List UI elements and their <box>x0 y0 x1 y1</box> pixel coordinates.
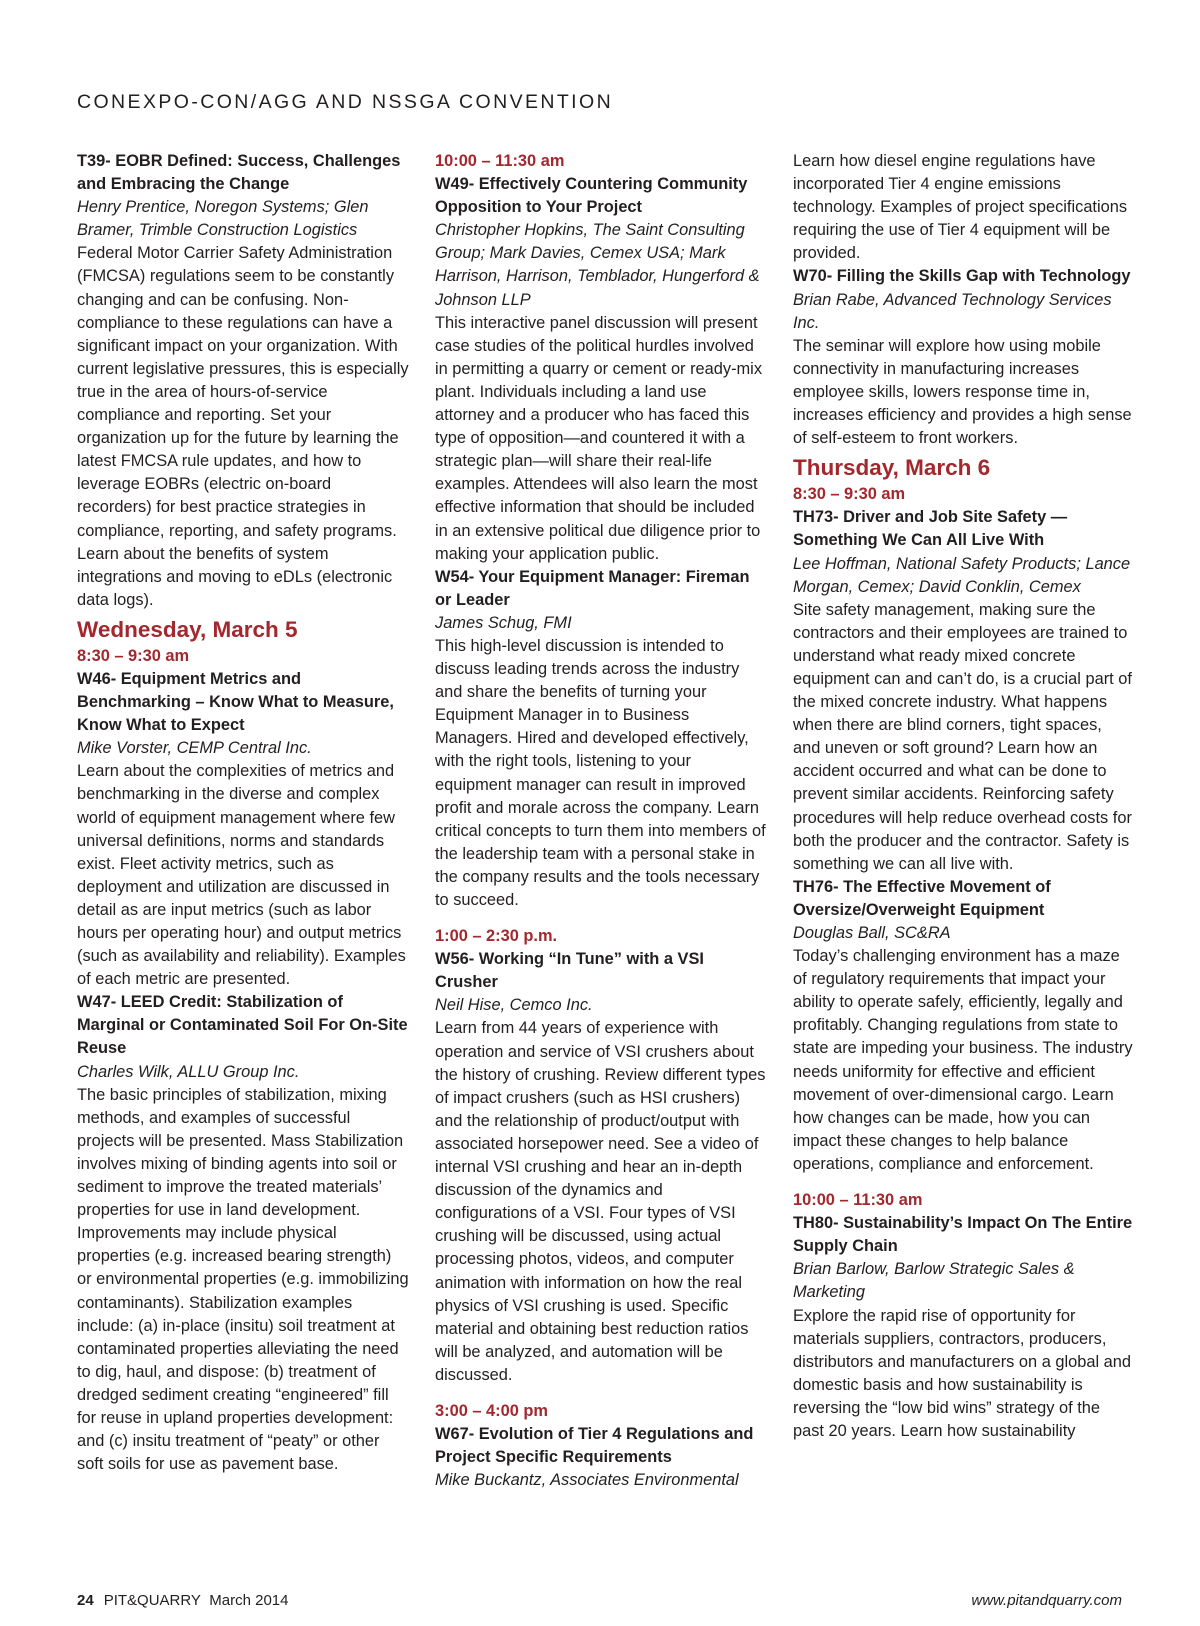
session-title: TH76- The Effective Movement of Oversize/Overweight Equipment <box>793 877 1051 919</box>
session-title: W67- Evolution of Tier 4 Regulations and Project Specific Requirements <box>435 1425 754 1467</box>
time-heading: 1:00 – 2:30 p.m. <box>435 927 558 946</box>
session-title: TH80- Sustainability’s Impact On The Entire Supply Chain <box>793 1214 1133 1256</box>
session-description: Today’s challenging environment has a maze of regulatory requirements that impact your ability to operate safely, efficiently, legally and profitably. Changing regulations from state to state are impeding your business. The industry needs uniformity for effective and efficient movement of over-dimensional cargo. Learn how changes can be made, how you can impact these changes to help balance operations, compliance and enforcement. <box>793 947 1133 1173</box>
time-heading: 10:00 – 11:30 am <box>435 152 565 170</box>
session-speakers: Brian Rabe, Advanced Technology Services Inc. <box>793 290 1112 332</box>
session-description: Learn about the complexities of metrics and benchmarking in the diverse and complex world of equipment management where few universal definitions, norms and standards exist. Fleet activity metrics, such as deployment and utilization are discussed in detail as are input metrics (such as labor hours per operating hour) and output metrics (such as availability and reliability). Examples of each metric are presented. <box>77 762 406 989</box>
time-heading: 3:00 – 4:00 pm <box>435 1401 548 1420</box>
session-speakers: Douglas Ball, SC&RA <box>793 924 951 942</box>
session-title: W56- Working “In Tune” with a VSI Crusher <box>435 950 704 992</box>
page-number: 24 <box>77 1592 94 1609</box>
session-speakers: James Schug, FMI <box>435 613 572 632</box>
session-title: W70- Filling the Skills Gap with Technology <box>793 267 1131 286</box>
session-speakers: Brian Barlow, Barlow Strategic Sales & Marketing <box>793 1260 1075 1302</box>
session-speakers: Henry Prentice, Noregon Systems; Glen Bramer, Trimble Construction Logistics <box>77 198 369 240</box>
column-1 <box>77 150 409 1476</box>
session-description: Learn how diesel engine regulations have incorporated Tier 4 engine emissions technology. Examples of project specifications requiring the use of Tier 4 equipment will be provided. <box>793 152 1128 263</box>
session-description: Site safety management, making sure the contractors and their employees are trained to understand what ready mixed concrete equipment can and can’t do, is a crucial part of the mixed concrete industry. What happens when there are blind corners, tight spaces, and uneven or soft ground? Learn how an accident occurred and what can be done to prevent similar accidents. Reinforcing safety procedures will help reduce overhead costs for both the producer and the contractor. Safety is something we can all live with. <box>793 600 1132 873</box>
column-3 <box>793 150 1133 1443</box>
session-title: T39- EOBR Defined: Success, Challenges and Embracing the Change <box>77 152 401 194</box>
session-description: Explore the rapid rise of opportunity for materials suppliers, contractors, producers, distributors and manufacturers on a global and domestic basis and how sustainability is reversing the “low bid wins” strategy of the past 20 years. Learn how sustainability <box>793 1306 1132 1440</box>
session-description: This interactive panel discussion will present case studies of the political hurdles involved in permitting a quarry or cement or ready-mix plant. Individuals including a land use attorney and a producer who has faced this type of opposition—and countered it with a strategic plan—will share their real-life examples. Attendees will also learn the most effective information that should be included in an extensive political due diligence prior to making your application public. <box>435 313 763 563</box>
session-speakers: Mike Buckantz, Associates Environmental <box>435 1471 739 1490</box>
footer-url[interactable]: www.pitandquarry.com <box>971 1592 1122 1609</box>
day-heading: Wednesday, March 5 <box>77 616 298 642</box>
footer-folio <box>77 1592 289 1609</box>
session-speakers: Mike Vorster, CEMP Central Inc. <box>77 739 312 758</box>
session-speakers: Lee Hoffman, National Safety Products; Lance Morgan, Cemex; David Conklin, Cemex <box>793 554 1131 596</box>
session-description: This high-level discussion is intended to discuss leading trends across the industry and share the benefits of turning your Equipment Manager in to Business Managers. Hired and developed effectively, with the right tools, listening to your equipment manager can result in improved profit and morale across the company. Learn critical concepts to turn them into members of the leadership team with a personal stake in the company results and the tools necessary to succeed. <box>435 636 766 909</box>
time-heading: 10:00 – 11:30 am <box>793 1191 923 1210</box>
session-description: Federal Motor Carrier Safety Administration (FMCSA) regulations seem to be constantly changing and can be confusing. Non-compliance to these regulations can have a significant impact on your organization. With current legislative pressures, this is especially true in the area of hours-of-service compliance and reporting. Set your organization up for the future by learning the latest FMCSA rule updates, and how to leverage EOBRs (electric on-board recorders) for best practice strategies in compliance, reporting, and safety programs. Learn about the benefits of system integrations and moving to eDLs (electronic data logs). <box>77 244 409 609</box>
issue-date: March 2014 <box>209 1592 289 1609</box>
session-title: W54- Your Equipment Manager: Fireman or Leader <box>435 567 750 609</box>
session-description: The seminar will explore how using mobile connectivity in manufacturing increases employee skills, lowers response time in, increases efficiency and provides a high sense of self-esteem to front workers. <box>793 336 1132 448</box>
time-heading: 8:30 – 9:30 am <box>793 485 906 504</box>
session-description: Learn from 44 years of experience with operation and service of VSI crushers about the history of crushing. Review different types of impact crushers (such as HSI crushers) and the relationship of product/output with associated horsepower need. See a video of internal VSI crushing and hear an in-depth discussion of the dynamics and configurations of a VSI. Four types of VSI crushing will be discussed, using actual processing photos, videos, and computer animation with information on how the real physics of VSI crushing is used. Specific material and obtaining best reduction ratios will be analyzed, and automation will be discussed. <box>435 1019 766 1384</box>
day-heading: Thursday, March 6 <box>793 455 991 481</box>
time-heading: 8:30 – 9:30 am <box>77 646 190 665</box>
session-description: The basic principles of stabilization, mixing methods, and examples of successful projects will be presented. Mass Stabilization involves mixing of binding agents into soil or sediment to improve the treated materials’ properties for use in land development. Improvements may include physical properties (e.g. increased bearing strength) or environmental properties (e.g. immobilizing contaminants). Stabilization examples include: (a) in-place (insitu) soil treatment at contaminated properties alleviating the need to dig, haul, and dispose: (b) treatment of dredged sediment creating “engineered” fill for reuse in upland properties development: and (c) insitu treatment of “peaty” or other soft soils for use as pavement base. <box>77 1085 409 1474</box>
session-speakers: Christopher Hopkins, The Saint Consulting Group; Mark Davies, Cemex USA; Mark Harrison, Harrison, Temblador, Hungerford & Johnson LLP <box>435 221 760 309</box>
running-header: CONEXPO-CON/AGG AND NSSGA CONVENTION <box>77 91 614 113</box>
session-title: W49- Effectively Countering Community Opposition to Your Project <box>435 175 748 217</box>
session-title: W47- LEED Credit: Stabilization of Marginal or Contaminated Soil For On-Site Reuse <box>77 993 408 1058</box>
publication-name: PIT&QUARRY <box>103 1592 201 1609</box>
session-title: TH73- Driver and Job Site Safety — Something We Can All Live With <box>793 508 1068 550</box>
session-speakers: Charles Wilk, ALLU Group Inc. <box>77 1062 300 1081</box>
session-title: W46- Equipment Metrics and Benchmarking – Know What to Measure, Know What to Expect <box>77 669 394 735</box>
column-2 <box>435 150 767 1492</box>
session-speakers: Neil Hise, Cemco Inc. <box>435 996 593 1015</box>
